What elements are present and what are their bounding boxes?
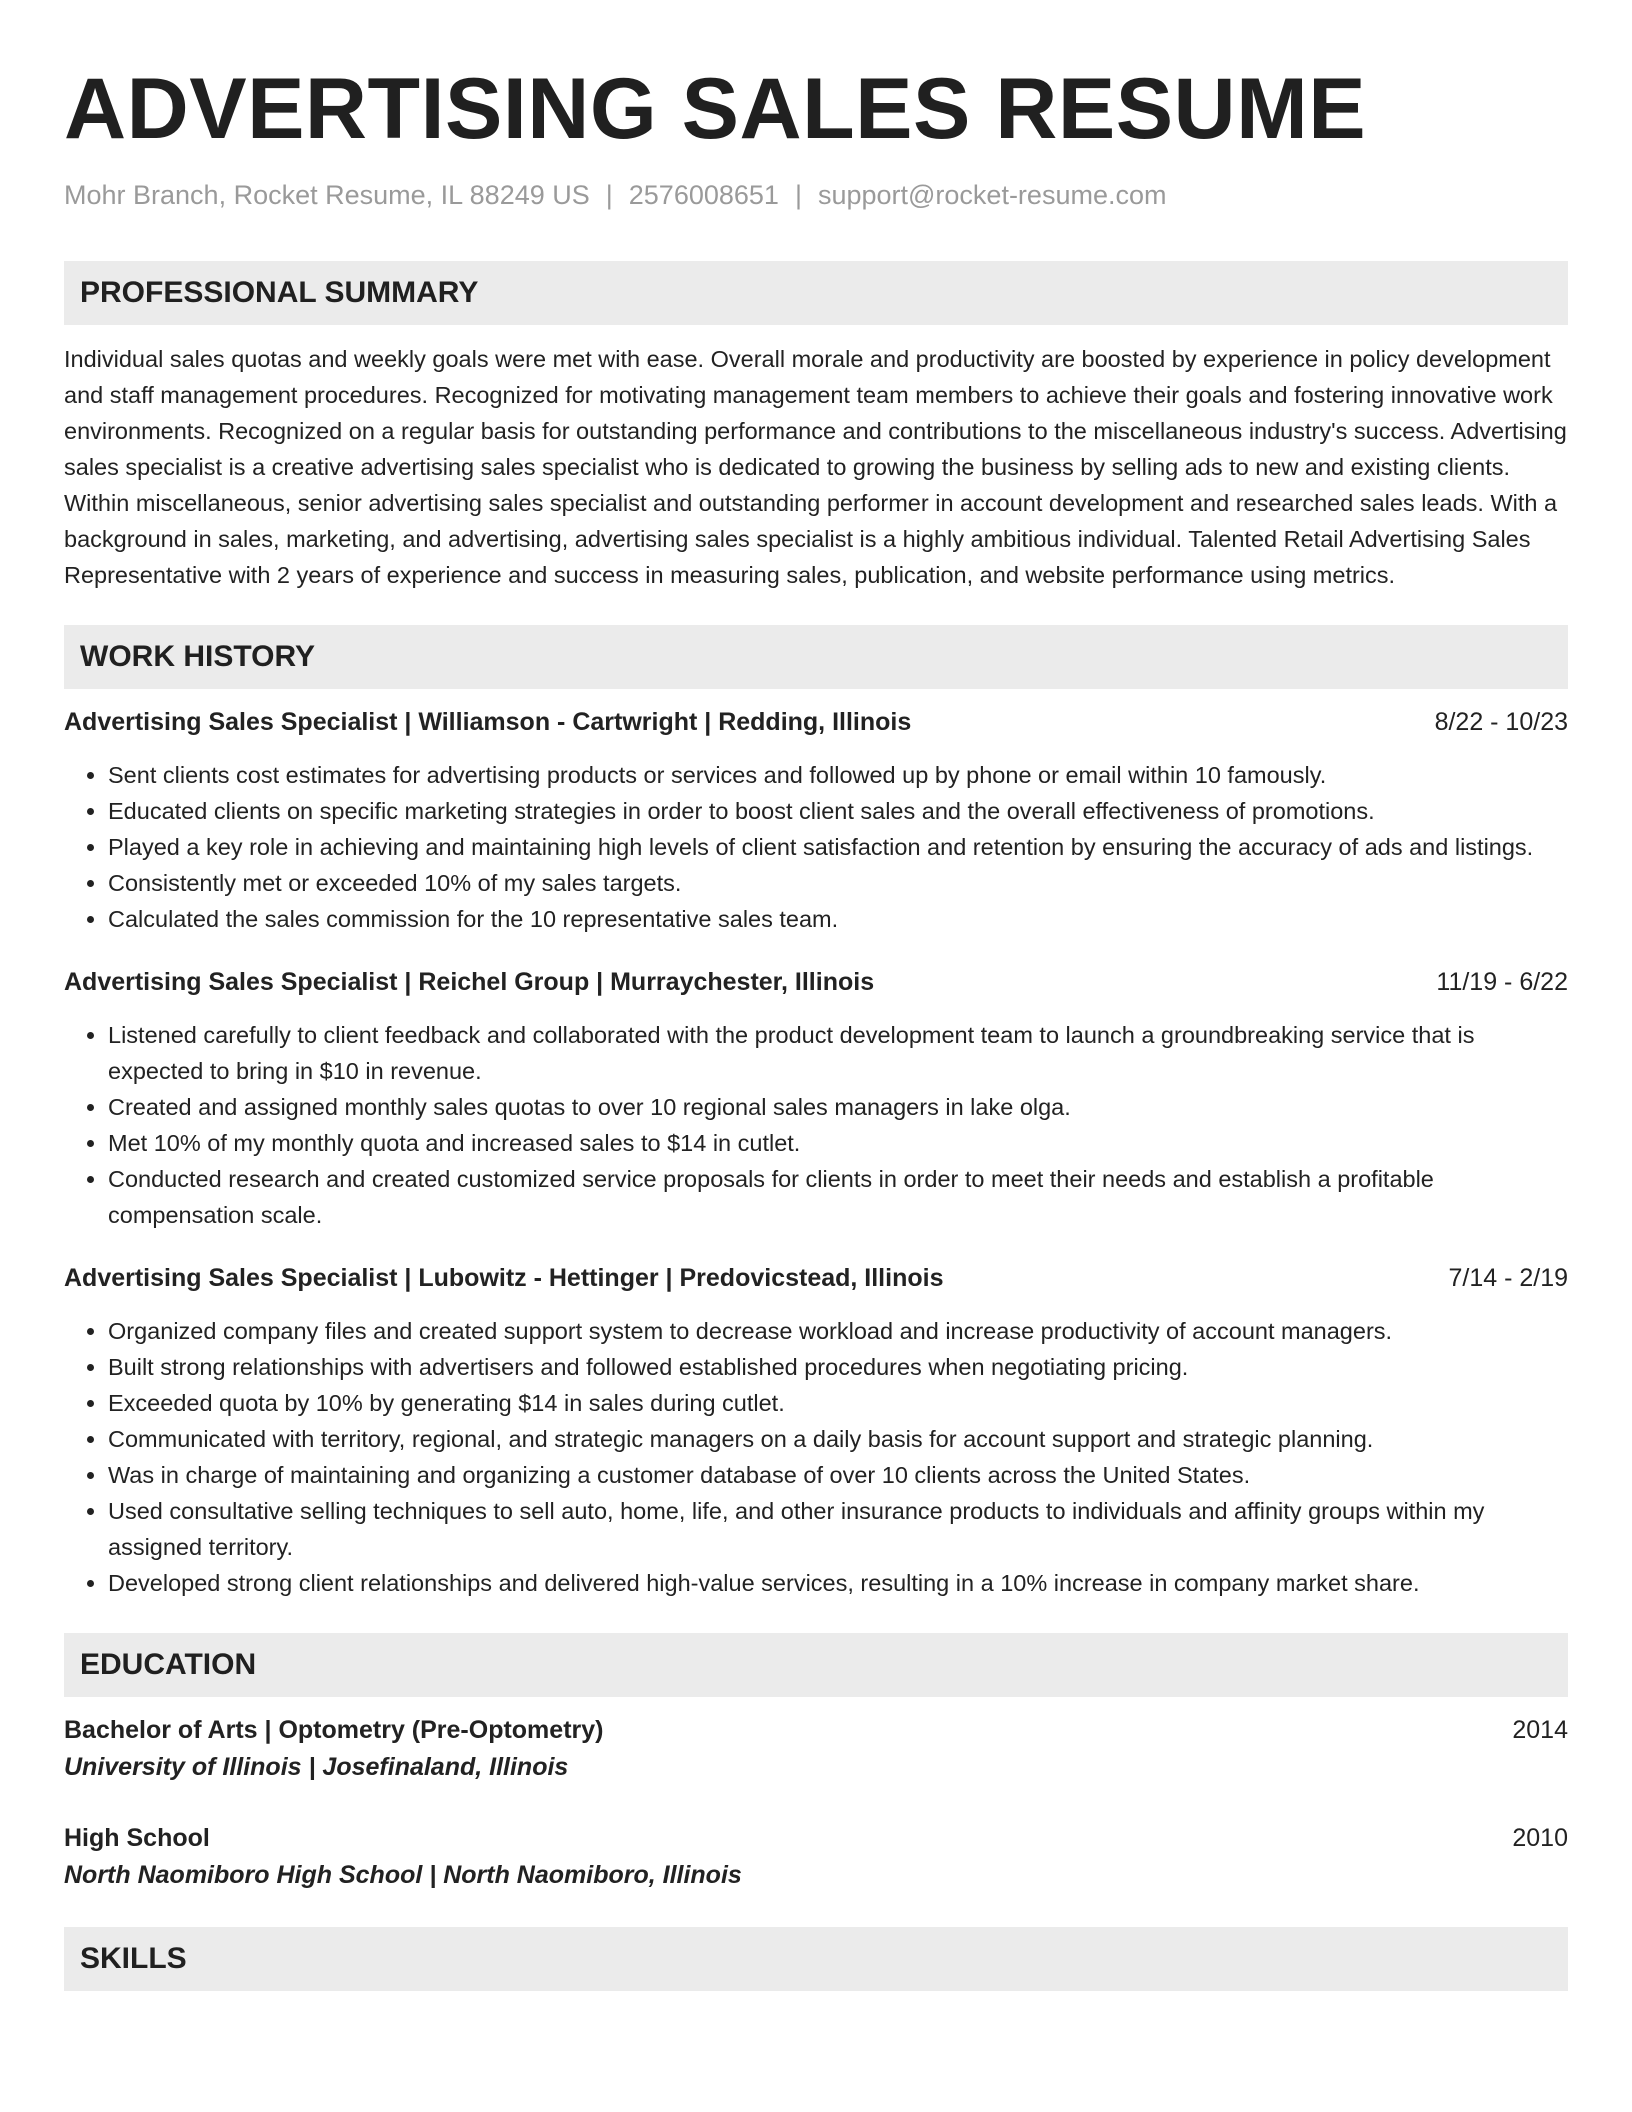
bullet-item: • Calculated the sales commission for the 10 representative sales team.	[108, 901, 1568, 937]
section-header-work-history: WORK HISTORY	[64, 625, 1568, 689]
summary-text: Individual sales quotas and weekly goals were met with ease. Overall morale and productivity are boosted by experience in policy development and staff management procedures. Recognized for motivating management team members to achieve their goals and fostering innovative work environments. Recognized on a regular basis for outstanding performance and contributions to the miscellaneous industry's success. Advertising sales specialist is a creative advertising sales specialist who is dedicated to growing the business by selling ads to new and existing clients. Within miscellaneous, senior advertising sales specialist and outstanding performer in account development and researched sales leads. With a background in sales, marketing, and advertising, advertising sales specialist is a highly ambitious individual. Talented Retail Advertising Sales Representative with 2 years of experience and success in measuring sales, publication, and website performance using metrics.	[64, 346, 1567, 588]
job-dates: 8/22 - 10/23	[1434, 708, 1568, 736]
school: North Naomiboro High School | North Naomiboro, Illinois	[64, 1861, 742, 1889]
bullet-item: • Used consultative selling techniques to sell auto, home, life, and other insurance products to individuals and affinity groups within my assigned territory.	[108, 1493, 1568, 1565]
education-entry	[64, 1821, 1568, 1895]
section-header-skills: SKILLS	[64, 1927, 1568, 1991]
bullet-item: • Conducted research and created customized service proposals for clients in order to meet their needs and establish a profitable compensation scale.	[108, 1161, 1568, 1233]
bullet-item: • Consistently met or exceeded 10% of my sales targets.	[108, 865, 1568, 901]
degree: High School	[64, 1824, 210, 1852]
bullet-item: • Communicated with territory, regional, and strategic managers on a daily basis for account support and strategic planning.	[108, 1421, 1568, 1457]
bullet-item: • Educated clients on specific marketing strategies in order to boost client sales and the overall effectiveness of promotions.	[108, 793, 1568, 829]
job-dates: 7/14 - 2/19	[1448, 1264, 1568, 1292]
section-header-education: EDUCATION	[64, 1633, 1568, 1697]
job-dates: 11/19 - 6/22	[1436, 968, 1568, 996]
job-bullets	[64, 1017, 1568, 1233]
bullet-item: • Was in charge of maintaining and organizing a customer database of over 10 clients across the United States.	[108, 1457, 1568, 1493]
bullet-item: • Listened carefully to client feedback and collaborated with the product development team to launch a groundbreaking service that is expected to bring in $10 in revenue.	[108, 1017, 1568, 1089]
bullet-item: • Built strong relationships with advertisers and followed established procedures when negotiating pricing.	[108, 1349, 1568, 1385]
education-entry	[64, 1713, 1568, 1787]
bullet-item: • Created and assigned monthly sales quotas to over 10 regional sales managers in lake olga.	[108, 1089, 1568, 1125]
bullet-item: • Met 10% of my monthly quota and increased sales to $14 in cutlet.	[108, 1125, 1568, 1161]
separator: |	[794, 180, 802, 210]
resume-title: ADVERTISING SALES RESUME	[64, 61, 1367, 157]
degree: Bachelor of Arts | Optometry (Pre-Optometry)	[64, 1716, 604, 1744]
separator: |	[605, 180, 613, 210]
bullet-item: • Played a key role in achieving and maintaining high levels of client satisfaction and retention by ensuring the accuracy of ads and listings.	[108, 829, 1568, 865]
job-entry	[64, 965, 1568, 1233]
job-entry	[64, 705, 1568, 937]
section-header-summary: PROFESSIONAL SUMMARY	[64, 261, 1568, 325]
email: support@rocket-resume.com	[817, 180, 1167, 210]
bullet-item: • Exceeded quota by 10% by generating $14 in sales during cutlet.	[108, 1385, 1568, 1421]
contact-line	[64, 180, 1568, 211]
school: University of Illinois | Josefinaland, Illinois	[64, 1753, 569, 1781]
bullet-item: • Developed strong client relationships and delivered high-value services, resulting in a 10% increase in company market share.	[108, 1565, 1568, 1601]
job-bullets	[64, 1313, 1568, 1601]
job-title: Advertising Sales Specialist | Williamson - Cartwright | Redding, Illinois	[64, 708, 912, 736]
job-title: Advertising Sales Specialist | Lubowitz - Hettinger | Predovicstead, Illinois	[64, 1264, 944, 1292]
address: Mohr Branch, Rocket Resume, IL 88249 US	[64, 180, 590, 210]
job-title: Advertising Sales Specialist | Reichel Group | Murraychester, Illinois	[64, 968, 875, 996]
job-entry	[64, 1261, 1568, 1601]
graduation-year: 2010	[1512, 1824, 1568, 1852]
job-bullets	[64, 757, 1568, 937]
bullet-item: • Organized company files and created support system to decrease workload and increase productivity of account managers.	[108, 1313, 1568, 1349]
phone: 2576008651	[628, 180, 779, 210]
bullet-item: • Sent clients cost estimates for advertising products or services and followed up by phone or email within 10 famously.	[108, 757, 1568, 793]
graduation-year: 2014	[1512, 1716, 1568, 1744]
